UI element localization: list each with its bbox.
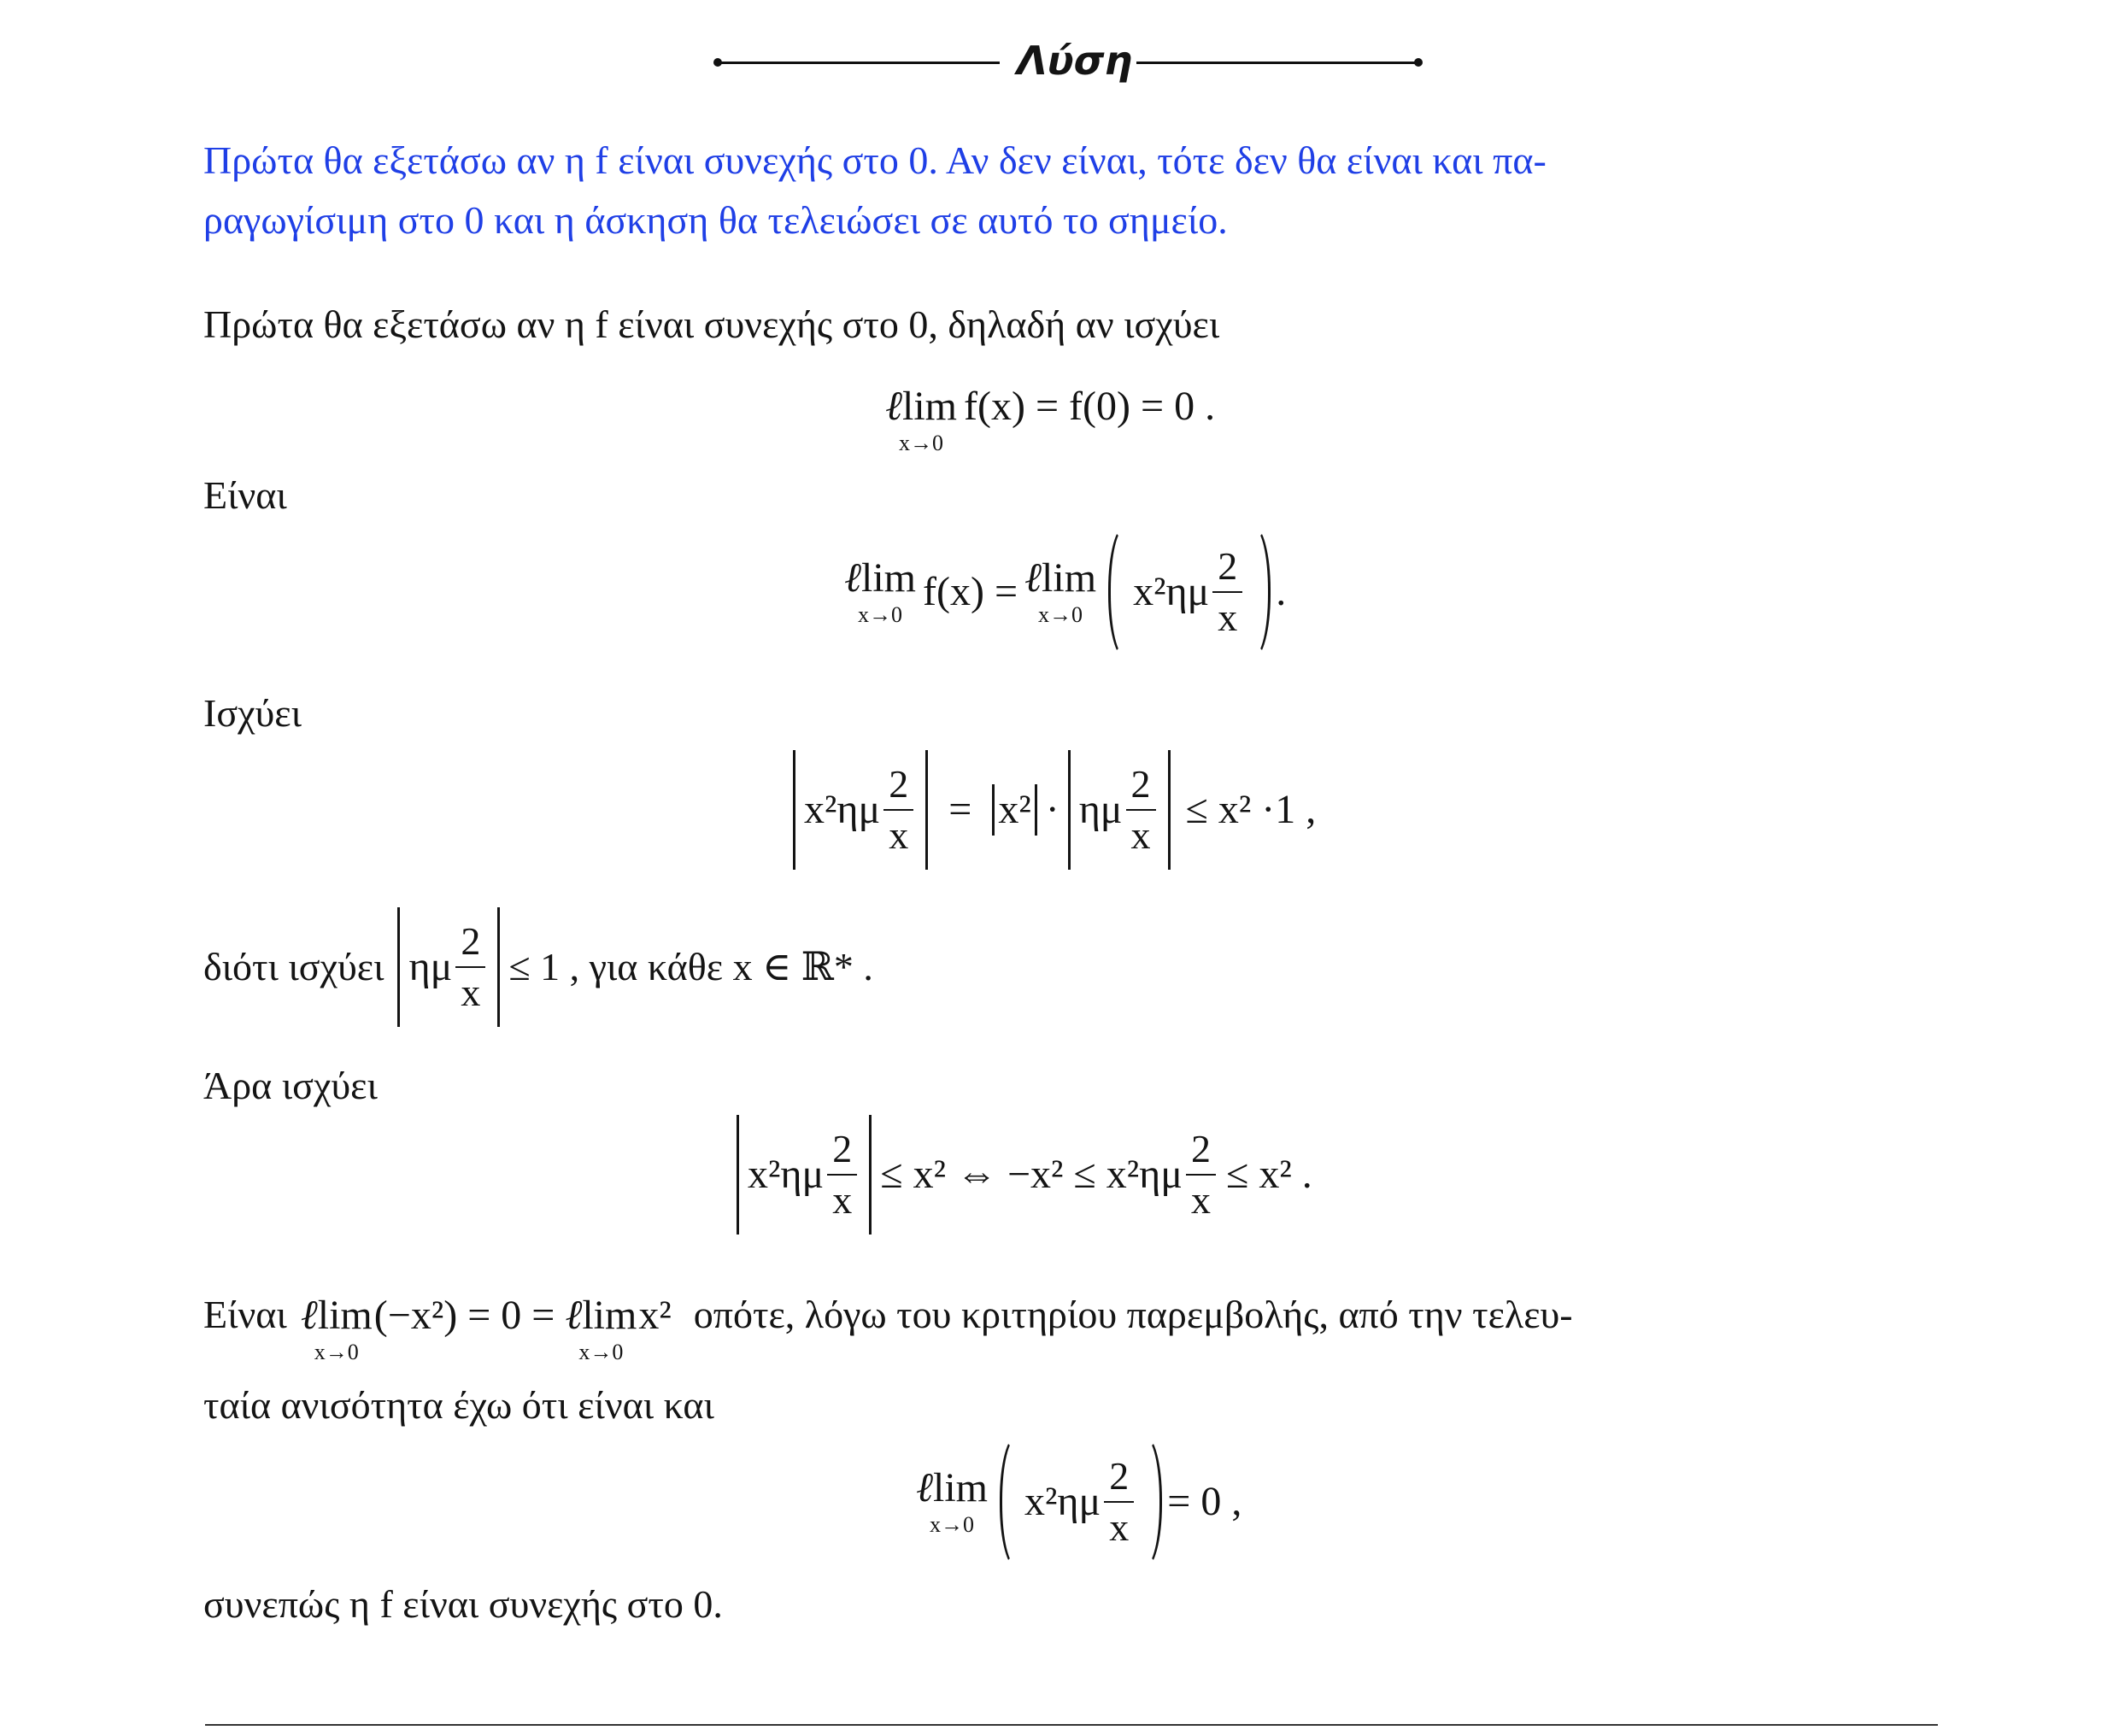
equation-5-tail: = 0 , xyxy=(1167,1479,1242,1524)
intro-line-1: Πρώτα θα εξετάσω αν η f είναι συνεχής στο 0. Αν δεν είναι, τότε δεν θα είναι και πα- xyxy=(203,138,1547,182)
limit-operator: ℓlim x→0 xyxy=(300,1293,373,1364)
paragraph-4-start: διότι ισχύει xyxy=(203,945,384,988)
header-right-rule xyxy=(1136,62,1418,64)
limit-operator: ℓlim x→0 xyxy=(916,1465,989,1537)
hm: ημ xyxy=(408,944,453,989)
section-title: Λύση xyxy=(1017,38,1133,84)
paragraph-4 xyxy=(203,907,873,1027)
x2hm: x²ημ xyxy=(1024,1479,1101,1524)
x2hm: x²ημ xyxy=(804,787,881,832)
right-paren xyxy=(1251,525,1271,659)
paragraph-3: Ισχύει xyxy=(203,691,302,735)
period: . xyxy=(1276,569,1287,614)
hm: ημ xyxy=(1078,787,1123,832)
equation-1 xyxy=(878,386,1215,455)
equation-3 xyxy=(784,750,1316,877)
equation-4 xyxy=(728,1115,1312,1242)
fraction-2-over-x: $\frac{2}{x}$ xyxy=(1104,1457,1134,1547)
paragraph-6-expr-b: x² xyxy=(638,1293,672,1338)
paragraph-7: ταία ανισότητα έχω ότι είναι και xyxy=(203,1383,714,1427)
fraction-2-over-x: $\frac{2}{x}$ xyxy=(1126,765,1156,855)
paragraph-4-end: ≤ 1 , για κάθε x ∈ ℝ* . xyxy=(508,945,873,988)
paragraph-6 xyxy=(203,1294,1573,1364)
equation-3-tail: ≤ x² ·1 , xyxy=(1185,787,1317,832)
header-left-rule xyxy=(718,62,1000,64)
paragraph-1: Πρώτα θα εξετάσω αν η f είναι συνεχής στο 0, δηλαδή αν ισχύει xyxy=(203,302,1220,346)
fraction-2-over-x: $\frac{2}{x}$ xyxy=(1186,1129,1216,1220)
paragraph-5: Άρα ισχύει xyxy=(203,1064,378,1107)
fraction-2-over-x: $\frac{2}{x}$ xyxy=(883,765,913,855)
left-paren xyxy=(1000,1435,1019,1569)
limit-operator: ℓlim x→0 xyxy=(565,1293,637,1364)
limit-operator: ℓlim x→0 xyxy=(1024,555,1097,627)
equation-5 xyxy=(909,1435,1241,1569)
fraction-2-over-x: $\frac{2}{x}$ xyxy=(827,1129,857,1220)
limit-operator: ℓlim x→0 xyxy=(885,384,958,455)
paragraph-6-expr-a: (−x²) = 0 = xyxy=(373,1293,555,1338)
paragraph-6-start: Είναι xyxy=(203,1293,287,1336)
equation-1-body: f(x) = f(0) = 0 . xyxy=(964,384,1216,429)
dot: · xyxy=(1045,787,1060,832)
bottom-rule xyxy=(205,1724,1938,1726)
equation-2 xyxy=(837,525,1286,659)
equals: = xyxy=(948,787,972,832)
equation-4-middle: ≤ x² ⇔ −x² ≤ x²ημ xyxy=(880,1152,1183,1197)
paragraph-6-end: οπότε, λόγω του κριτηρίου παρεμβολής, από την τελευ- xyxy=(693,1293,1573,1336)
left-paren xyxy=(1108,525,1128,659)
limit-operator: ℓlim x→0 xyxy=(844,555,917,627)
fraction-2-over-x: $\frac{2}{x}$ xyxy=(1212,547,1242,637)
equation-2-lhs: f(x) = xyxy=(923,569,1018,614)
x2hm: x²ημ xyxy=(748,1152,825,1197)
intro-line-2: ραγωγίσιμη στο 0 και η άσκηση θα τελειώσει σε αυτό το σημείο. xyxy=(203,198,1228,242)
fraction-2-over-x: $\frac{2}{x}$ xyxy=(455,922,485,1012)
equation-4-end: ≤ x² . xyxy=(1226,1152,1312,1197)
paragraph-8: συνεπώς η f είναι συνεχής στο 0. xyxy=(203,1582,723,1626)
x-squared: x² xyxy=(998,787,1031,832)
x2hm: x²ημ xyxy=(1133,569,1210,614)
right-paren xyxy=(1142,1435,1162,1569)
header-right-dot xyxy=(1414,58,1423,67)
paragraph-2: Είναι xyxy=(203,473,287,517)
